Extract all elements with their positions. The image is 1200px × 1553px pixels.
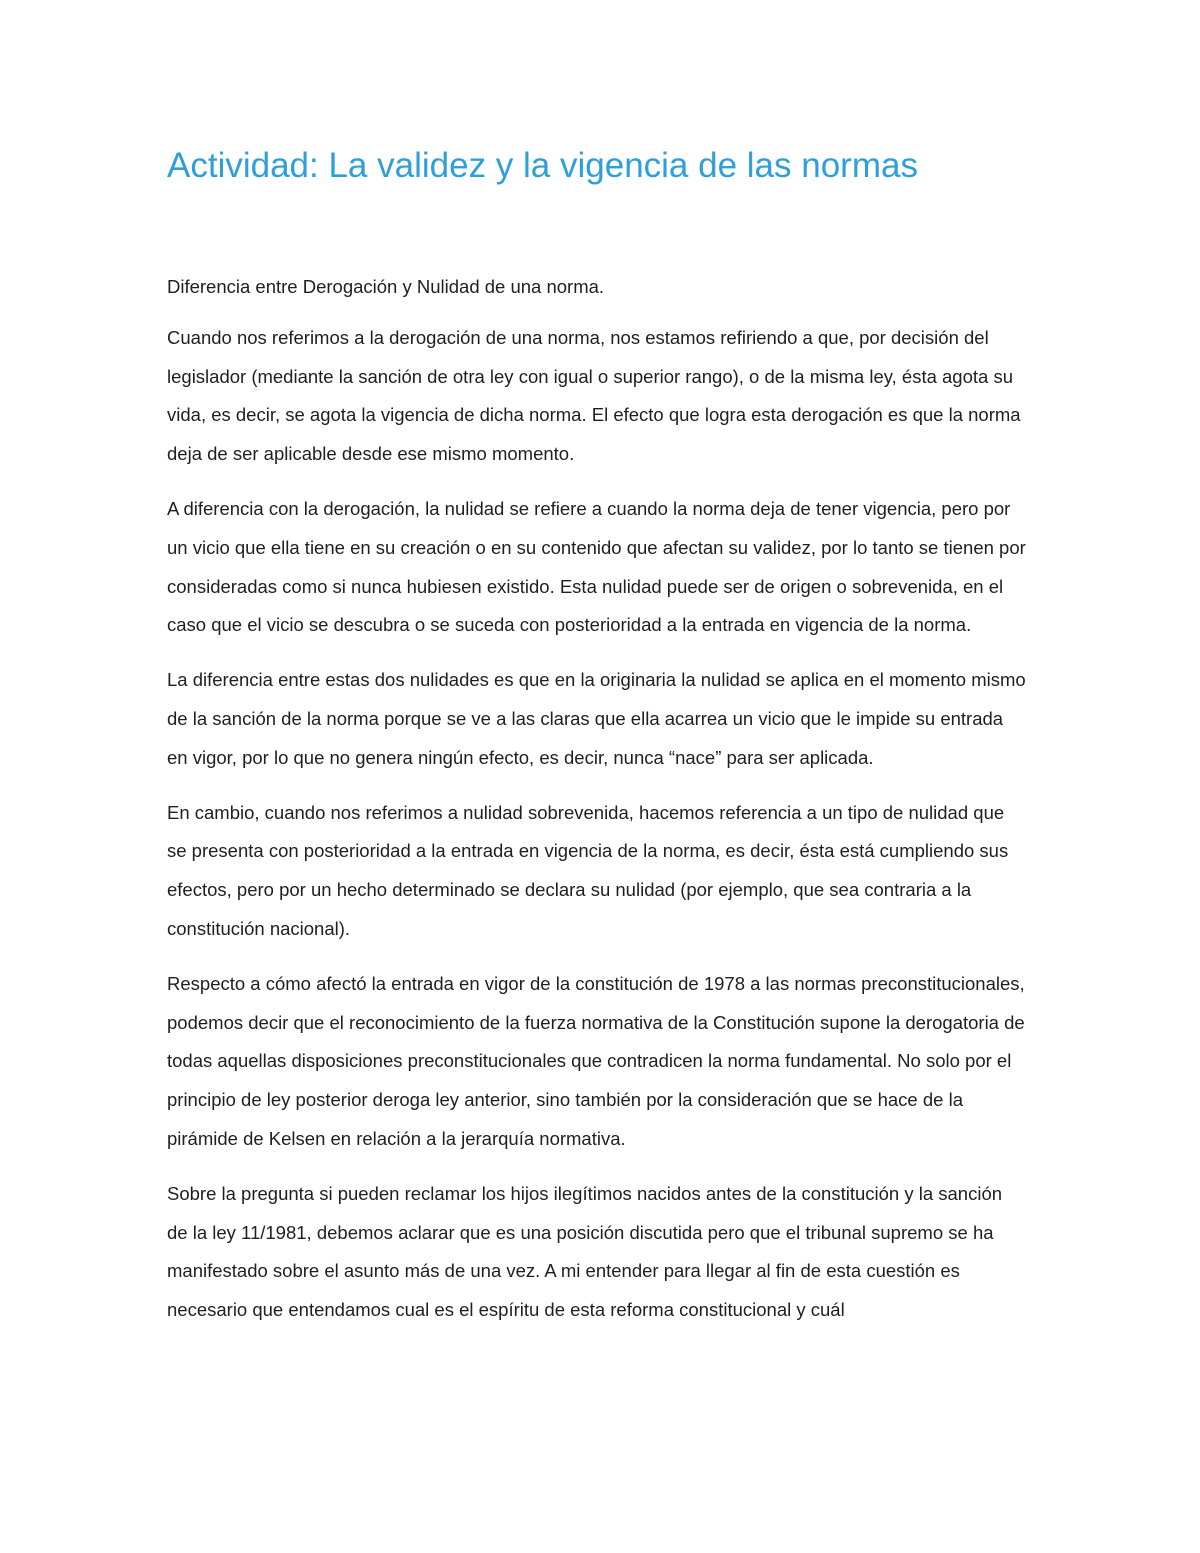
paragraph-derogacion: Cuando nos referimos a la derogación de una norma, nos estamos refiriendo a que, por decisión del legislador (mediante la sanción de otra ley con igual o superior rango), o de la misma ley, ésta agota su vida, es decir, se agota la vigencia de dicha norma. El efecto que logra esta derogación es que la norma deja de ser aplicable desde ese mismo momento. <box>167 326 1021 465</box>
document-body <box>167 268 1027 1346</box>
document-title: Actividad: La validez y la vigencia de las normas <box>167 146 918 185</box>
paragraph-constitucion-1978: Respecto a cómo afectó la entrada en vigor de la constitución de 1978 a las normas preconstitucionales, podemos decir que el reconocimiento de la fuerza normativa de la Constitución supone la derogatoria de todas aquellas disposiciones preconstitucionales que contradicen la norma fundamental. No solo por el principio de ley posterior deroga ley anterior, sino también por la consideración que se hace de la pirámide de Kelsen en relación a la jerarquía normativa. <box>167 972 1025 1149</box>
paragraph-hijos-ilegitimos: Sobre la pregunta si pueden reclamar los hijos ilegítimos nacidos antes de la constitución y la sanción de la ley 11/1981, debemos aclarar que es una posición discutida pero que el tribunal supremo se ha manifestado sobre el asunto más de una vez. A mi entender para llegar al fin de esta cuestión es necesario que entendamos cual es el espíritu de esta reforma constitucional y cuál <box>167 1182 1003 1321</box>
paragraph-nulidad-sobrevenida: En cambio, cuando nos referimos a nulidad sobrevenida, hacemos referencia a un tipo de nulidad que se presenta con posterioridad a la entrada en vigencia de la norma, es decir, ésta está cumpliendo sus efectos, pero por un hecho determinado se declara su nulidad (por ejemplo, que sea contraria a la constitución nacional). <box>167 801 1009 939</box>
paragraph-nulidad: A diferencia con la derogación, la nulidad se refiere a cuando la norma deja de tener vigencia, pero por un vicio que ella tiene en su creación o en su contenido que afectan su validez, por lo tanto se tienen por consideradas como si nunca hubiesen existido. Esta nulidad puede ser de origen o sobrevenida, en el caso que el vicio se descubra o se suceda con posterioridad a la entrada en vigencia de la norma. <box>167 497 1026 636</box>
paragraph-subtitle: Diferencia entre Derogación y Nulidad de una norma. <box>167 276 605 297</box>
paragraph-nulidad-originaria: La diferencia entre estas dos nulidades es que en la originaria la nulidad se aplica en el momento mismo de la sanción de la norma porque se ve a las claras que ella acarrea un vicio que le impide su entrada en vigor, por lo que no genera ningún efecto, es decir, nunca “nace” para ser aplicada. <box>167 669 1026 768</box>
